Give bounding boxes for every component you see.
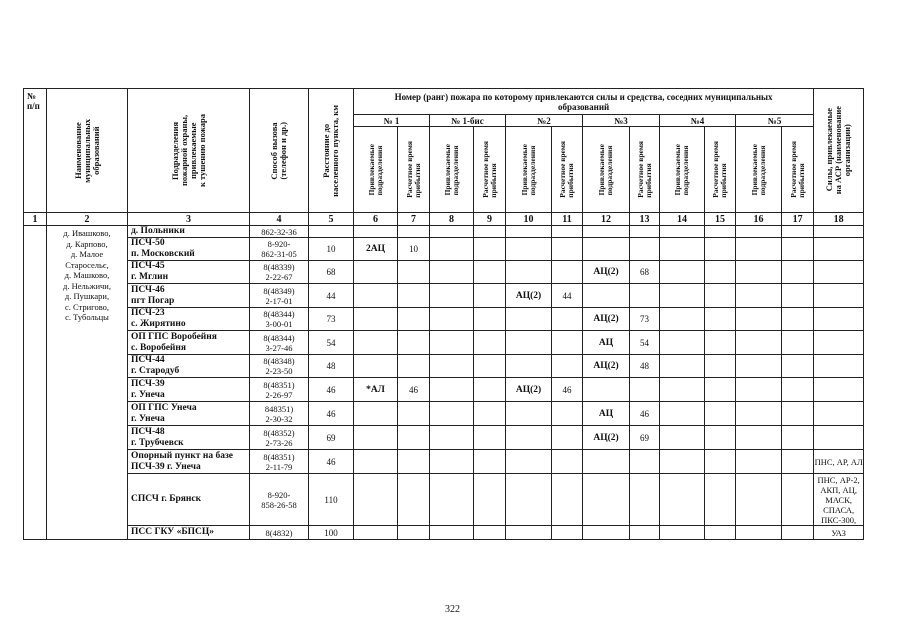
rank5-time-cell (782, 355, 814, 378)
sub-time-header: Расчетное время прибытия (474, 127, 506, 213)
rank4-time-cell (705, 355, 736, 378)
rank1-units-cell (354, 261, 398, 284)
unit-name: ПСЧ-23 (131, 308, 165, 318)
unit-location: г. Стародуб (131, 366, 180, 376)
rank4-time-cell (705, 450, 736, 474)
rank1-time-cell (398, 308, 430, 331)
settlements-cell: д. Ивашково, д. Карпово, д. Малое Старосельє, д. Машково, д. Нельжичи, д. Пушкари, с. Стригово, с. Тубольцы (47, 226, 128, 540)
col-number: 11 (552, 213, 583, 226)
rank3-time-cell: 54 (630, 331, 660, 355)
col-number: 10 (506, 213, 552, 226)
asr-forces-cell (814, 402, 864, 426)
rank1bis-units-cell (430, 238, 474, 261)
rank3-units-cell: АЦ(2) (583, 308, 630, 331)
rank4-time-cell (705, 378, 736, 402)
rank1bis-time-cell (474, 226, 506, 238)
rank5-time-cell (782, 526, 814, 540)
rank3-time-cell: 68 (630, 261, 660, 284)
rank2-units-cell: АЦ(2) (506, 378, 552, 402)
rank1-time-cell (398, 426, 430, 450)
table-row (24, 450, 864, 474)
rank3-time-cell (630, 450, 660, 474)
rank2-time-cell (552, 426, 583, 450)
rank5-time-cell (782, 226, 814, 238)
distance-cell (309, 226, 354, 238)
rank5-time-cell (782, 426, 814, 450)
table-row (24, 331, 864, 355)
rank3-time-cell: 48 (630, 355, 660, 378)
rank5-units-cell (736, 378, 782, 402)
asr-forces-cell (814, 308, 864, 331)
col-number: 9 (474, 213, 506, 226)
rank1-time-cell (398, 226, 430, 238)
rank3-time-cell (630, 474, 660, 526)
rank2-time-cell (552, 450, 583, 474)
phone-cell: 8(48339) 2-22-67 (250, 261, 309, 284)
rank3-time-cell (630, 378, 660, 402)
asr-forces-cell (814, 284, 864, 308)
col-number: 17 (782, 213, 814, 226)
rank4-time-cell (705, 526, 736, 540)
rank1-time-cell (398, 474, 430, 526)
col-npp-header: № п/п (24, 89, 47, 213)
rank3-time-cell (630, 284, 660, 308)
rank3-time-cell: 69 (630, 426, 660, 450)
rank4-units-cell (660, 450, 705, 474)
unit-location: с. Жирятино (131, 319, 186, 329)
rank2-time-cell: 44 (552, 284, 583, 308)
rank-4-header: №4 (660, 115, 736, 127)
rank3-units-cell (583, 238, 630, 261)
distance-cell: 46 (309, 402, 354, 426)
sub-time-header: Расчетное время прибытия (782, 127, 814, 213)
rank1-units-cell (354, 226, 398, 238)
distance-cell: 46 (309, 378, 354, 402)
col-number: 6 (354, 213, 398, 226)
sub-units-header: Привлекаемые подразделения (354, 127, 398, 213)
rank2-units-cell (506, 308, 552, 331)
rank1-units-cell (354, 426, 398, 450)
sub-time-header: Расчетное время прибытия (398, 127, 430, 213)
unit-cell (128, 261, 250, 284)
rank4-units-cell (660, 331, 705, 355)
rank4-time-cell (705, 238, 736, 261)
distance-cell: 46 (309, 450, 354, 474)
phone-cell: 848351) 2-30-32 (250, 402, 309, 426)
table-row (24, 308, 864, 331)
rank5-units-cell (736, 355, 782, 378)
rank1-time-cell: 46 (398, 378, 430, 402)
rank1-units-cell (354, 526, 398, 540)
phone-cell: 8(4832) (250, 526, 309, 540)
col-municipal-header: Наименование муниципальных образований (47, 89, 128, 213)
rank4-units-cell (660, 426, 705, 450)
table-row (24, 355, 864, 378)
table-row (24, 261, 864, 284)
rank3-time-cell (630, 238, 660, 261)
sub-time-header: Расчетное время прибытия (630, 127, 660, 213)
rank3-units-cell (583, 526, 630, 540)
rank1-time-cell (398, 355, 430, 378)
phone-cell: 8(48348) 2-23-50 (250, 355, 309, 378)
distance-cell: 10 (309, 238, 354, 261)
rank2-units-cell (506, 402, 552, 426)
rank5-time-cell (782, 402, 814, 426)
unit-cell (128, 426, 250, 450)
rank1bis-time-cell (474, 284, 506, 308)
rank1bis-time-cell (474, 261, 506, 284)
rank-title-header: Номер (ранг) пожара по которому привлекаются силы и средства, соседних муниципальных образований (354, 89, 814, 115)
rank1bis-time-cell (474, 331, 506, 355)
distance-cell: 44 (309, 284, 354, 308)
rank2-time-cell (552, 526, 583, 540)
asr-forces-cell (814, 226, 864, 238)
asr-forces-cell: ПНС, АР, АЛ (814, 450, 864, 474)
unit-name: д. Польники (131, 226, 185, 236)
phone-cell: 8(48349) 2-17-01 (250, 284, 309, 308)
col-distance-header: Расстояние до населенного пункта, км (309, 89, 354, 213)
unit-name: ПСЧ-46 (131, 284, 165, 295)
rank5-time-cell (782, 308, 814, 331)
rank1-units-cell (354, 450, 398, 474)
sub-units-header: Привлекаемые подразделения (583, 127, 630, 213)
rank5-time-cell (782, 474, 814, 526)
page-number: 322 (445, 604, 460, 615)
rank4-time-cell (705, 308, 736, 331)
col-number: 16 (736, 213, 782, 226)
rank5-time-cell (782, 238, 814, 261)
unit-location: г. Унеча (131, 389, 165, 400)
col-units-header: Подразделения пожарной охраны, привлекаемые к тушению пожара (128, 89, 250, 213)
rank2-units-cell: АЦ(2) (506, 284, 552, 308)
rank2-time-cell (552, 355, 583, 378)
rank4-time-cell (705, 402, 736, 426)
col-number: 3 (128, 213, 250, 226)
fire-resources-table (23, 88, 864, 540)
rank1-units-cell (354, 284, 398, 308)
rank5-time-cell (782, 331, 814, 355)
unit-name: ПСС ГКУ «БПСЦ» (131, 527, 214, 537)
rank5-units-cell (736, 450, 782, 474)
asr-forces-cell: ПНС, АР-2, АКП, АЦ, МАСК, СПАСА, ПКС-300, (814, 474, 864, 526)
rank4-units-cell (660, 526, 705, 540)
col-number: 18 (814, 213, 864, 226)
rank1bis-units-cell (430, 261, 474, 284)
rank5-units-cell (736, 226, 782, 238)
rank1bis-time-cell (474, 450, 506, 474)
col-number: 8 (430, 213, 474, 226)
unit-name: ПСЧ-39 (131, 378, 165, 389)
rank1bis-units-cell (430, 308, 474, 331)
rank1bis-units-cell (430, 474, 474, 526)
rank1-time-cell (398, 284, 430, 308)
unit-location: ПСЧ-39 г. Унеча (131, 461, 201, 472)
rank5-units-cell (736, 261, 782, 284)
distance-cell: 100 (309, 526, 354, 540)
rank2-time-cell (552, 331, 583, 355)
rank1-time-cell: 10 (398, 238, 430, 261)
col-number: 1 (24, 213, 47, 226)
rank5-time-cell (782, 378, 814, 402)
sub-units-header: Привлекаемые подразделения (660, 127, 705, 213)
distance-cell: 54 (309, 331, 354, 355)
table-row (24, 238, 864, 261)
rank4-units-cell (660, 226, 705, 238)
distance-cell: 69 (309, 426, 354, 450)
col-number: 12 (583, 213, 630, 226)
rank1-time-cell (398, 450, 430, 474)
rank5-units-cell (736, 526, 782, 540)
rank-3-header: №3 (583, 115, 660, 127)
phone-cell: 8(48344) 3-27-46 (250, 331, 309, 355)
rank1bis-units-cell (430, 526, 474, 540)
rank4-time-cell (705, 226, 736, 238)
rank2-time-cell (552, 402, 583, 426)
rank3-units-cell: АЦ (583, 331, 630, 355)
col-number: 13 (630, 213, 660, 226)
unit-location: с. Воробейня (131, 342, 187, 353)
rank1-units-cell (354, 474, 398, 526)
asr-forces-cell: УАЗ (814, 526, 864, 540)
rank1bis-time-cell (474, 402, 506, 426)
unit-cell (128, 284, 250, 308)
unit-name: ПСЧ-48 (131, 426, 165, 437)
unit-name: ОП ГПС Воробейня (131, 331, 217, 342)
sub-units-header: Привлекаемые подразделения (736, 127, 782, 213)
rank1-time-cell (398, 261, 430, 284)
rank4-units-cell (660, 261, 705, 284)
rank4-units-cell (660, 402, 705, 426)
rank1bis-time-cell (474, 238, 506, 261)
unit-cell (128, 308, 250, 331)
unit-location: пгт Погар (131, 295, 175, 306)
distance-cell: 73 (309, 308, 354, 331)
table-body (24, 226, 864, 540)
unit-cell (128, 355, 250, 378)
asr-forces-cell (814, 426, 864, 450)
rank-1bis-header: № 1-бис (430, 115, 506, 127)
sub-time-header: Расчетное время прибытия (552, 127, 583, 213)
rank1-time-cell (398, 402, 430, 426)
rank2-units-cell (506, 474, 552, 526)
rank4-time-cell (705, 426, 736, 450)
table-row (24, 426, 864, 450)
rank3-units-cell: АЦ(2) (583, 426, 630, 450)
rank5-time-cell (782, 284, 814, 308)
phone-cell: 862-32-36 (250, 226, 309, 238)
unit-cell (128, 226, 250, 238)
rank1bis-time-cell (474, 526, 506, 540)
rank3-time-cell (630, 226, 660, 238)
rank2-units-cell (506, 450, 552, 474)
rank3-units-cell: АЦ (583, 402, 630, 426)
table-row (24, 526, 864, 540)
rank-5-header: №5 (736, 115, 814, 127)
rank1bis-time-cell (474, 426, 506, 450)
rank3-units-cell: АЦ(2) (583, 261, 630, 284)
rank5-units-cell (736, 238, 782, 261)
asr-forces-cell (814, 355, 864, 378)
rank2-time-cell (552, 226, 583, 238)
rank4-time-cell (705, 331, 736, 355)
rank5-units-cell (736, 474, 782, 526)
col-number: 14 (660, 213, 705, 226)
phone-cell: 8-920- 862-31-05 (250, 238, 309, 261)
rank3-time-cell (630, 526, 660, 540)
rank1bis-time-cell (474, 308, 506, 331)
rank2-time-cell: 46 (552, 378, 583, 402)
col-number: 2 (47, 213, 128, 226)
rank3-units-cell: АЦ(2) (583, 355, 630, 378)
rank3-time-cell: 73 (630, 308, 660, 331)
rank1bis-units-cell (430, 355, 474, 378)
unit-location: г. Мглин (131, 272, 169, 282)
rank1-units-cell: *АЛ (354, 378, 398, 402)
unit-location: п. Московский (131, 249, 195, 259)
unit-name: СПСЧ г. Брянск (131, 494, 202, 504)
unit-name: ОП ГПС Унеча (131, 402, 197, 413)
rank1bis-units-cell (430, 450, 474, 474)
table-row (24, 284, 864, 308)
rank3-units-cell (583, 226, 630, 238)
unit-cell (128, 402, 250, 426)
unit-cell (128, 378, 250, 402)
rank4-units-cell (660, 308, 705, 331)
unit-name: Опорный пункт на базе (131, 450, 233, 461)
rank2-time-cell (552, 261, 583, 284)
sub-units-header: Привлекаемые подразделения (430, 127, 474, 213)
rank1-units-cell (354, 331, 398, 355)
rank3-units-cell (583, 284, 630, 308)
rank5-time-cell (782, 450, 814, 474)
rank4-units-cell (660, 238, 705, 261)
table-row (24, 474, 864, 526)
rank3-time-cell: 46 (630, 402, 660, 426)
rank3-units-cell (583, 450, 630, 474)
col-asr-header: Силы, привлекаемые на АСР (наименование организации) (814, 89, 864, 213)
rank2-units-cell (506, 526, 552, 540)
rank5-units-cell (736, 331, 782, 355)
rank1bis-units-cell (430, 402, 474, 426)
unit-cell (128, 238, 250, 261)
rank2-units-cell (506, 426, 552, 450)
unit-name: ПСЧ-45 (131, 261, 165, 271)
col-number: 7 (398, 213, 430, 226)
table-row (24, 378, 864, 402)
rank1-units-cell: 2АЦ (354, 238, 398, 261)
asr-forces-cell (814, 238, 864, 261)
rank2-time-cell (552, 238, 583, 261)
rank1-time-cell (398, 526, 430, 540)
npp-cell (24, 226, 47, 540)
rank1bis-units-cell (430, 426, 474, 450)
rank5-units-cell (736, 308, 782, 331)
sub-time-header: Расчетное время прибытия (705, 127, 736, 213)
rank4-units-cell (660, 474, 705, 526)
asr-forces-cell (814, 261, 864, 284)
phone-cell: 8(48351) 2-26-97 (250, 378, 309, 402)
rank1-units-cell (354, 308, 398, 331)
col-number: 5 (309, 213, 354, 226)
distance-cell: 68 (309, 261, 354, 284)
col-number: 4 (250, 213, 309, 226)
rank5-time-cell (782, 261, 814, 284)
rank5-units-cell (736, 284, 782, 308)
table-row (24, 402, 864, 426)
rank4-units-cell (660, 284, 705, 308)
rank4-time-cell (705, 284, 736, 308)
asr-forces-cell (814, 378, 864, 402)
rank2-units-cell (506, 331, 552, 355)
rank1bis-time-cell (474, 378, 506, 402)
unit-cell (128, 331, 250, 355)
rank-1-header: № 1 (354, 115, 430, 127)
rank1bis-units-cell (430, 331, 474, 355)
rank1bis-units-cell (430, 378, 474, 402)
rank1bis-units-cell (430, 284, 474, 308)
rank1bis-units-cell (430, 226, 474, 238)
asr-forces-cell (814, 331, 864, 355)
rank3-units-cell (583, 378, 630, 402)
phone-cell: 8(48344) 3-00-01 (250, 308, 309, 331)
phone-cell: 8(48351) 2-11-79 (250, 450, 309, 474)
rank-2-header: №2 (506, 115, 583, 127)
rank4-units-cell (660, 378, 705, 402)
rank1bis-time-cell (474, 355, 506, 378)
rank5-units-cell (736, 402, 782, 426)
unit-cell (128, 450, 250, 474)
unit-location: г. Унеча (131, 413, 165, 424)
rank2-units-cell (506, 226, 552, 238)
rank2-time-cell (552, 474, 583, 526)
rank1-units-cell (354, 402, 398, 426)
rank4-units-cell (660, 355, 705, 378)
rank1-time-cell (398, 331, 430, 355)
rank4-time-cell (705, 261, 736, 284)
col-call-header: Способ вызова (телефон и др.) (250, 89, 309, 213)
rank2-units-cell (506, 355, 552, 378)
distance-cell: 110 (309, 474, 354, 526)
unit-location: г. Трубчевск (131, 437, 184, 448)
table-row (24, 226, 864, 238)
rank2-time-cell (552, 308, 583, 331)
sub-units-header: Привлекаемые подразделения (506, 127, 552, 213)
unit-name: ПСЧ-44 (131, 355, 165, 365)
rank3-units-cell (583, 474, 630, 526)
col-number: 15 (705, 213, 736, 226)
phone-cell: 8-920- 858-26-58 (250, 474, 309, 526)
rank1bis-time-cell (474, 474, 506, 526)
unit-cell (128, 474, 250, 526)
rank2-units-cell (506, 261, 552, 284)
rank1-units-cell (354, 355, 398, 378)
distance-cell: 48 (309, 355, 354, 378)
phone-cell: 8(48352) 2-73-26 (250, 426, 309, 450)
rank5-units-cell (736, 426, 782, 450)
unit-cell (128, 526, 250, 540)
rank4-time-cell (705, 474, 736, 526)
unit-name: ПСЧ-50 (131, 238, 165, 248)
rank2-units-cell (506, 238, 552, 261)
